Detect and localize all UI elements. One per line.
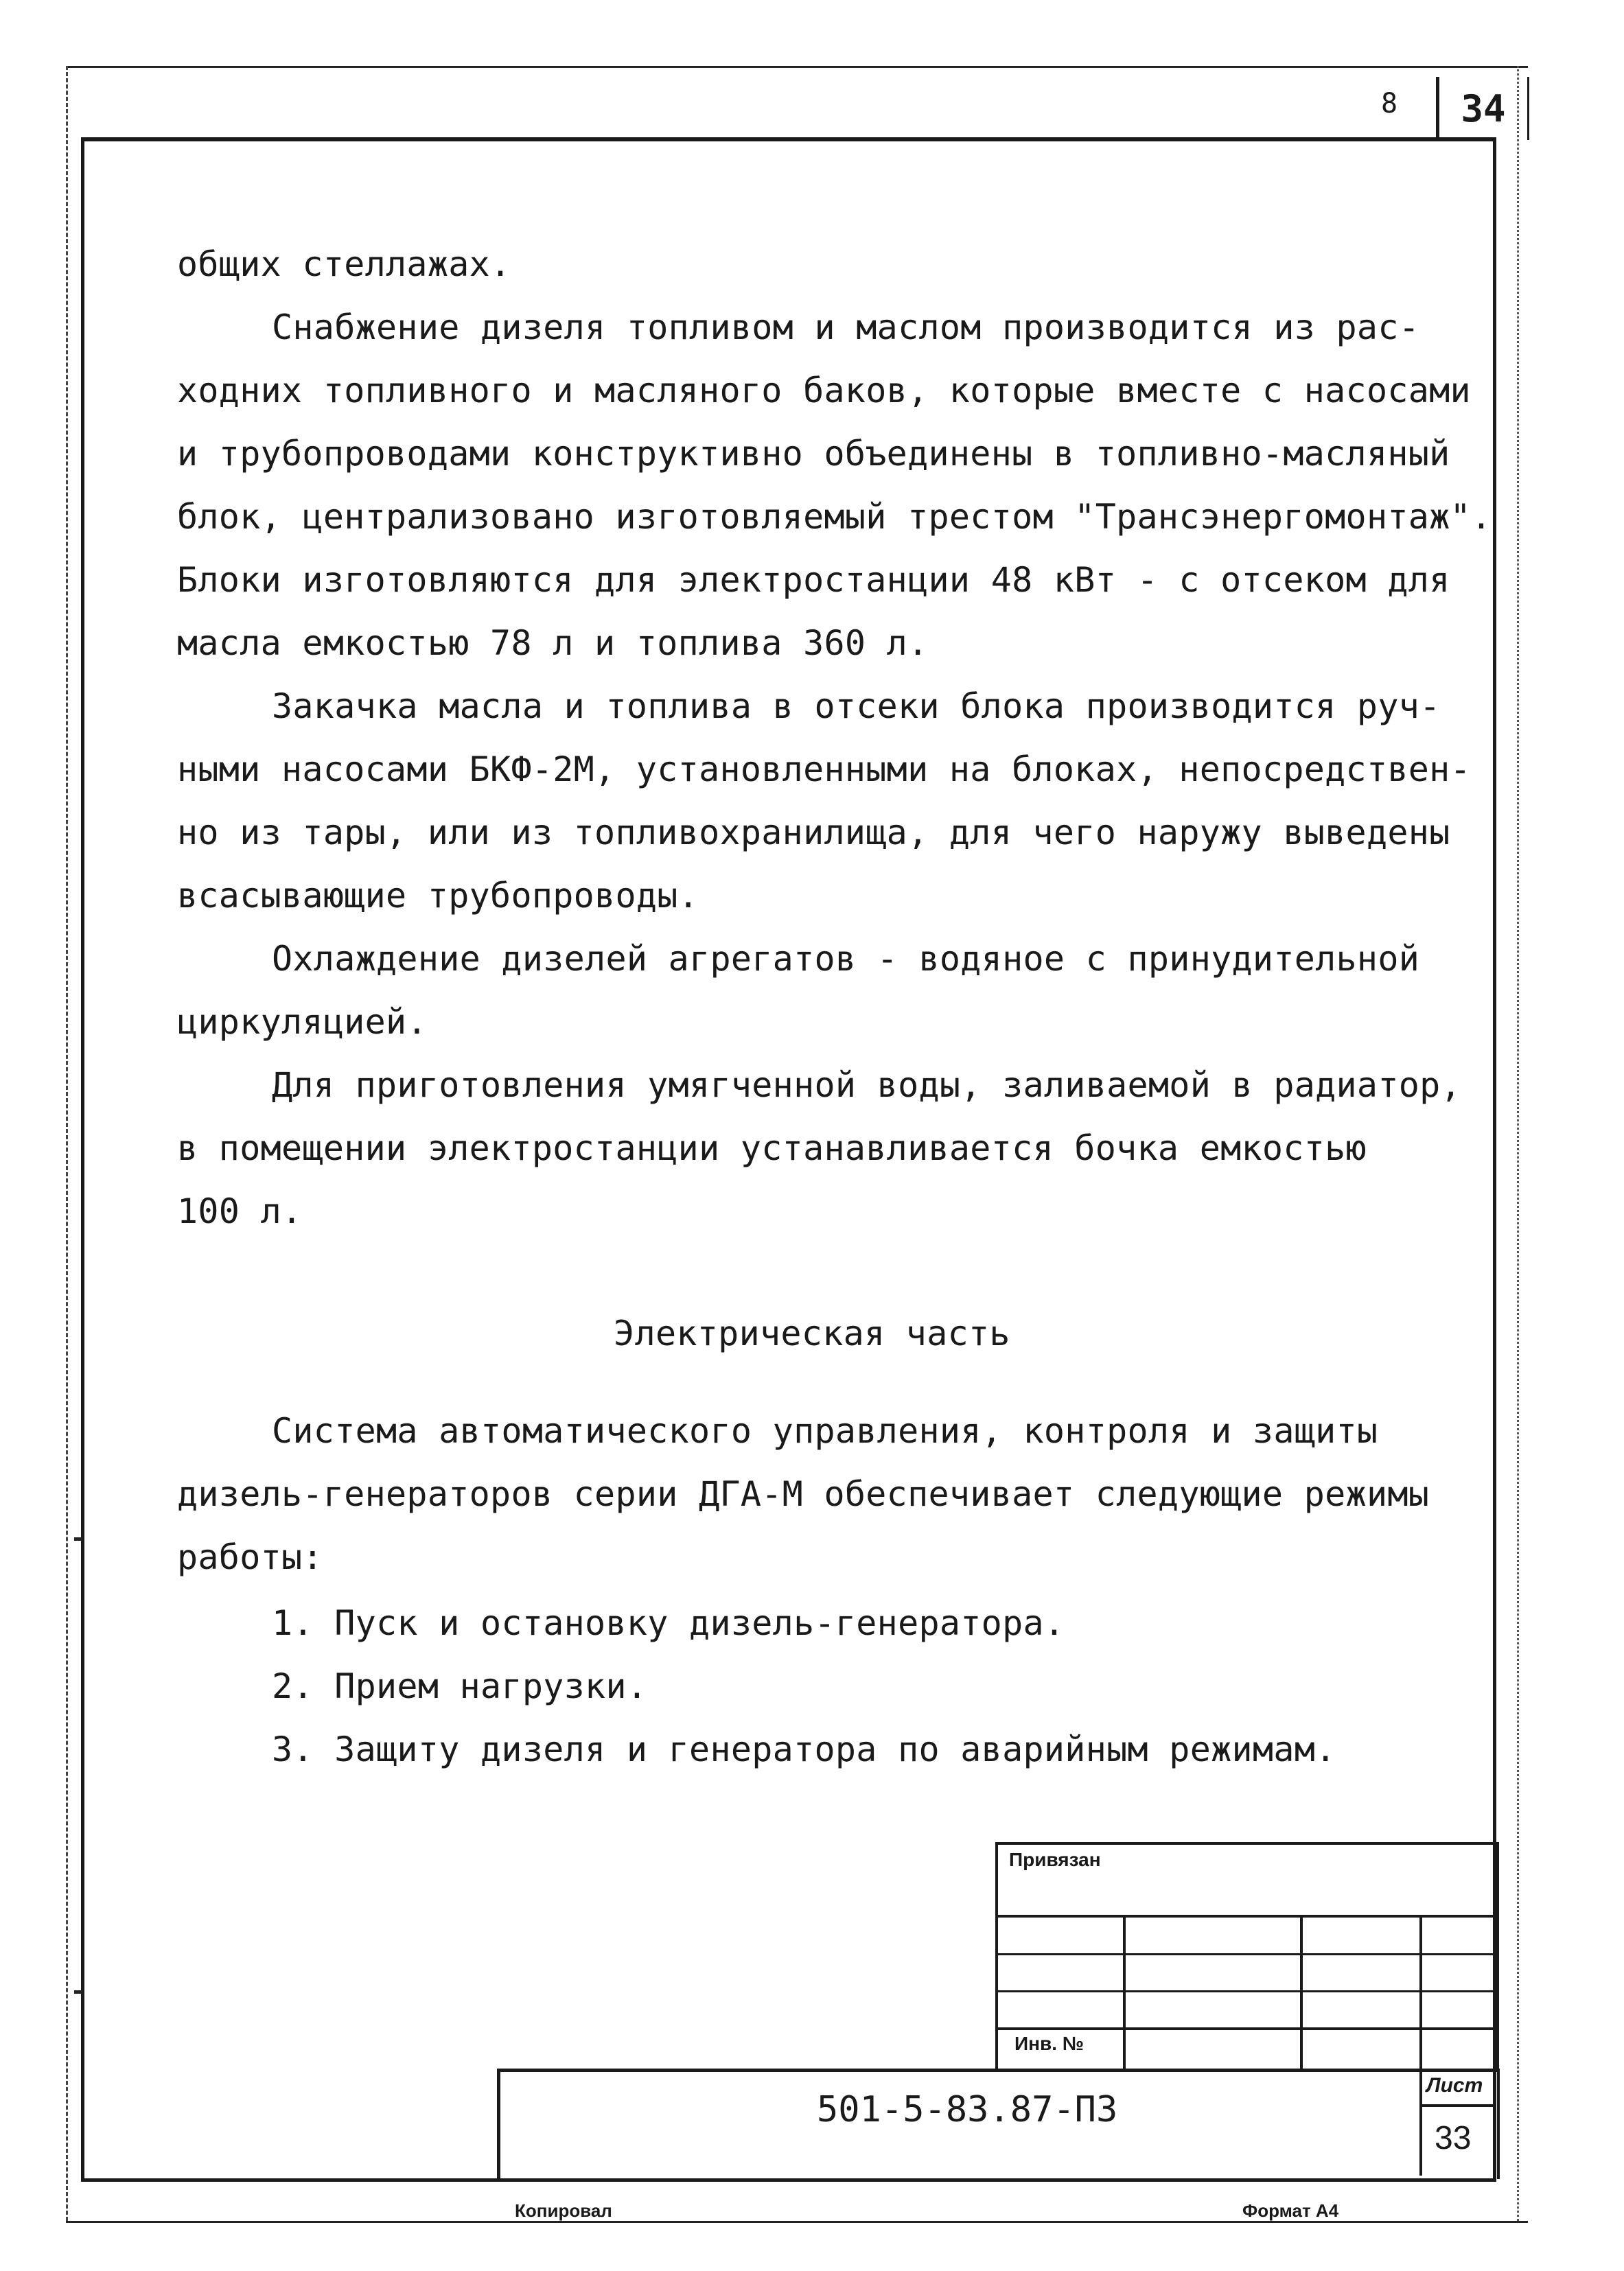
text-line: но из тары, или из топливохранилища, для чего наружу выведены (177, 813, 1450, 852)
sheet-edge-line (1517, 66, 1519, 2221)
text-line: ходних топливного и масляного баков, которые вместе с насосами (177, 371, 1471, 410)
text-line: Снабжение дизеля топливом и маслом производится из рас- (272, 307, 1420, 347)
top-mark: 8 (1381, 88, 1398, 119)
privyazan-label: Привязан (1009, 1849, 1101, 1870)
text-line: общих стеллажах. (177, 244, 511, 284)
top-page-number: 34 (1436, 77, 1529, 140)
binding-tick (74, 1537, 82, 1541)
document-code: 501-5-83.87-ПЗ (817, 2089, 1118, 2130)
text-line: блок, централизовано изготовляемый трестом "Трансэнергомонтаж". (177, 497, 1492, 537)
stamp-col (1419, 2069, 1422, 2176)
inv-number-label: Инв. № (1014, 2033, 1084, 2054)
copied-by-label: Копировал (515, 2200, 612, 2221)
list-item: 1. Пуск и остановку дизель-генератора. (272, 1603, 1065, 1643)
text-line: 100 л. (177, 1191, 303, 1231)
text-line: циркуляцией. (177, 1002, 428, 1042)
text-line: Охлаждение дизелей агрегатов - водяное с принудительной (272, 939, 1420, 979)
format-label: Формат А4 (1242, 2200, 1339, 2221)
outer-frame-left (66, 66, 68, 2221)
text-line: в помещении электростанции устанавливается бочка емкостью (177, 1128, 1367, 1168)
outer-frame-top (66, 66, 1528, 68)
sheet-number: 33 (1435, 2120, 1472, 2156)
stamp-col (1123, 1915, 1126, 2069)
section-title: Электрическая часть (614, 1314, 1010, 1353)
binding-tick (74, 1990, 82, 1994)
list-item: 3. Защиту дизеля и генератора по аварийным режимам. (272, 1730, 1336, 1769)
sheet-label: Лист (1426, 2074, 1483, 2097)
text-line: масла емкостью 78 л и топлива 360 л. (177, 623, 929, 663)
text-line: Система автоматического управления, контроля и защиты (272, 1411, 1378, 1451)
text-line: ными насосами БКФ-2М, установленными на блоках, непосредствен- (177, 749, 1471, 789)
list-item: 2. Прием нагрузки. (272, 1666, 648, 1706)
text-line: и трубопроводами конструктивно объединены в топливно-масляный (177, 434, 1450, 474)
stamp-rule (1419, 2104, 1494, 2107)
stamp-col (1419, 1915, 1422, 2069)
stamp-col (1300, 1915, 1303, 2069)
text-line: всасывающие трубопроводы. (177, 876, 699, 916)
text-line: дизель-генераторов серии ДГА-М обеспечивает следующие режимы (177, 1474, 1430, 1514)
text-line: работы: (177, 1537, 323, 1577)
text-line: Закачка масла и топлива в отсеки блока производится руч- (272, 686, 1441, 726)
text-line: Для приготовления умягченной воды, заливаемой в радиатор, (272, 1065, 1461, 1105)
text-line: Блоки изготовляются для электростанции 48 кВт - с отсеком для (177, 560, 1450, 600)
